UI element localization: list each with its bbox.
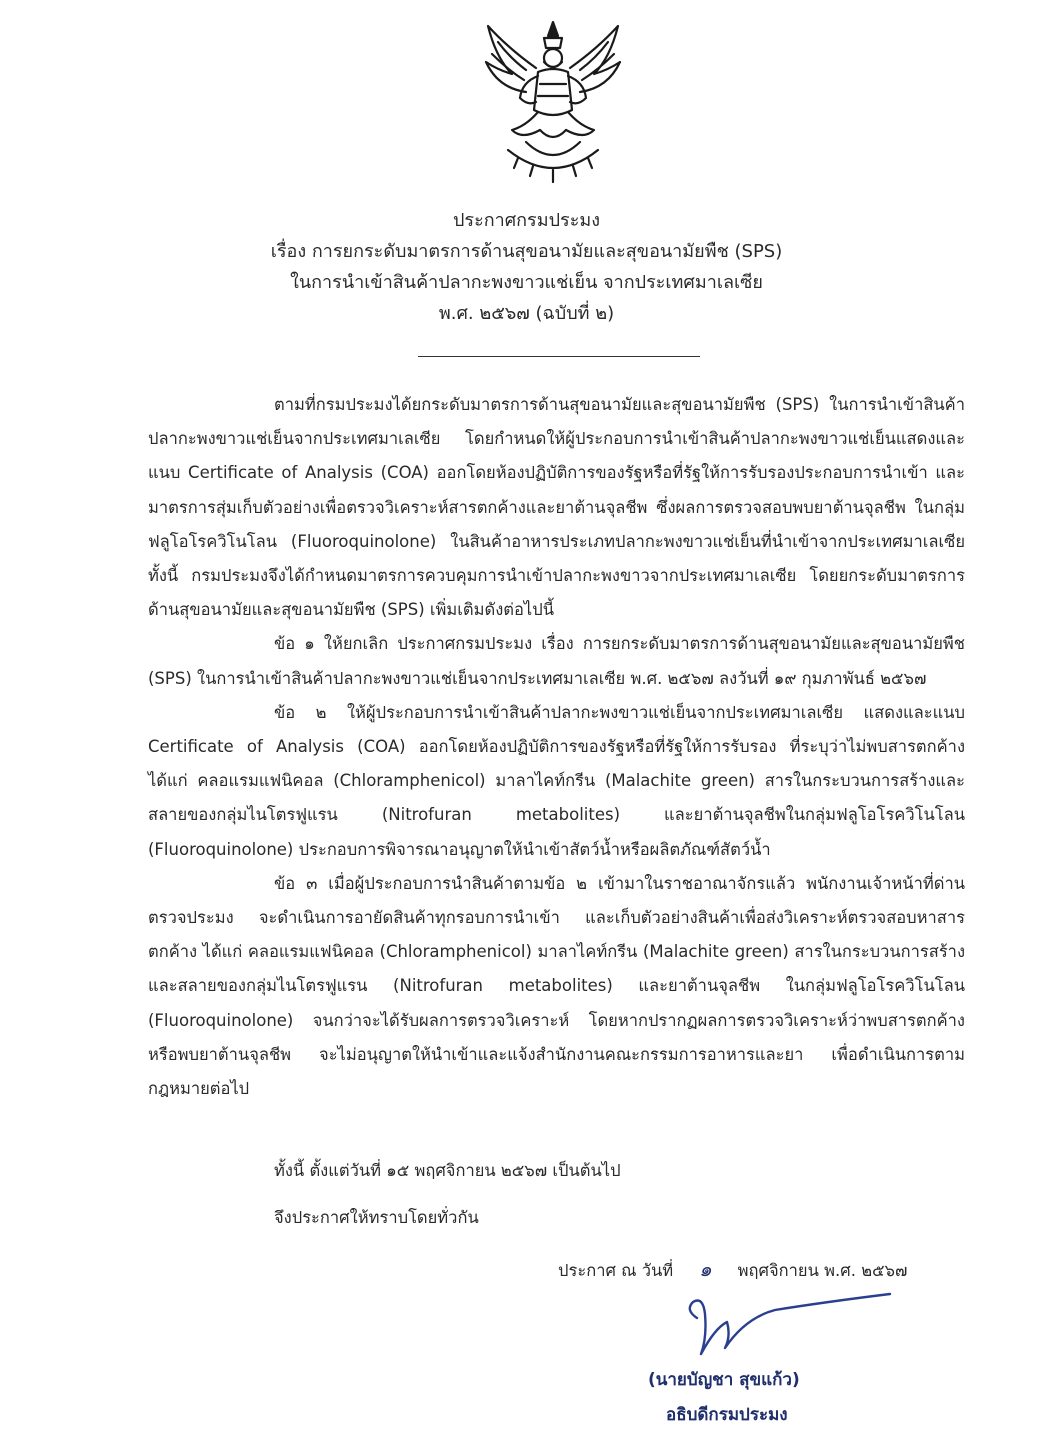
announcement-subject: เรื่อง การยกระดับมาตรการด้านสุขอนามัยและสุขอนามัยพืช (SPS) [270,241,783,262]
garuda-emblem-icon [478,18,628,188]
announcement-heading: ประกาศกรมประมง [452,210,601,231]
intro-paragraph: ตามที่กรมประมงได้ยกระดับมาตรการด้านสุขอนามัยและสุขอนามัยพืช (SPS) ในการนำเข้าสินค้าปลากะพงขาวแช่เย็นจากประเทศมาเลเซีย โดยกำหนดให้ผู้ประกอบการนำเข้าสินค้าปลากะพงขาวแช่เย็นแสดงและแนบ Certificate of Analysis (COA) ออกโดยห้องปฏิบัติการของรัฐหรือที่รัฐให้การรับรองประกอบการนำเข้า และมาตรการสุ่มเก็บตัวอย่างเพื่อตรวจวิเคราะห์สารตกค้างและยาต้านจุลชีพ ซึ่งผลการตรวจสอบพบยาต้านจุลชีพ ในกลุ่มฟลูโอโรควิโนโลน (Fluoroquinolone) ในสินค้าอาหารประเภทปลากะพงขาวแช่เย็นที่นำเข้าจากประเทศมาเลเซีย ทั้งนี้ กรมประมงจึงได้กำหนดมาตรการควบคุมการนำเข้าปลากะพงขาวจากประเทศมาเลเซีย โดยยกระดับมาตรการด้านสุขอนามัยและสุขอนามัยพืช (SPS) เพิ่มเติมดังต่อไปนี้ [148,395,965,620]
signer-title: อธิบดีกรมประมง [666,1405,788,1425]
announcement-subject-continued: ในการนำเข้าสินค้าปลากะพงขาวแช่เย็น จากประเทศมาเลเซีย [290,272,763,293]
announcement-body [148,388,965,1106]
dateline-day: ๑ [699,1257,712,1281]
announcement-closing: จึงประกาศให้ทราบโดยทั่วกัน [274,1208,479,1227]
clause-3: ข้อ ๓ เมื่อผู้ประกอบการนำสินค้าตามข้อ ๒ เข้ามาในราชอาณาจักรแล้ว พนักงานเจ้าหน้าที่ด่านตรวจประมง จะดำเนินการอายัดสินค้าทุกรอบการนำเข้า และเก็บตัวอย่างสินค้าเพื่อส่งวิเคราะห์ตรวจสอบหาสารตกค้าง ได้แก่ คลอแรมแฟนิคอล (Chloramphenicol) มาลาไคท์กรีน (Malachite green) สารในกระบวนการสร้างและสลายของกลุ่มไนโตรฟูแรน (Nitrofuran metabolites) และยาต้านจุลชีพ ในกลุ่มฟลูโอโรควิโนโลน (Fluoroquinolone) จนกว่าจะได้รับผลการตรวจวิเคราะห์ โดยหากปรากฏผลการตรวจวิเคราะห์ว่าพบสารตกค้าง หรือพบยาต้านจุลชีพ จะไม่อนุญาตให้นำเข้าและแจ้งสำนักงานคณะกรรมการอาหารและยา เพื่อดำเนินการตามกฎหมายต่อไป [148,873,965,1099]
clause-1: ข้อ ๑ ให้ยกเลิก ประกาศกรมประมง เรื่อง การยกระดับมาตรการด้านสุขอนามัยและสุขอนามัยพืช (SPS) ในการนำเข้าสินค้าปลากะพงขาวแช่เย็นจากประเทศมาเลเซีย พ.ศ. ๒๕๖๗ ลงวันที่ ๑๙ กุมภาพันธ์ ๒๕๖๗ [148,634,965,688]
clause-2: ข้อ ๒ ให้ผู้ประกอบการนำเข้าสินค้าปลากะพงขาวแช่เย็นจากประเทศมาเลเซีย แสดงและแนบ Certificate of Analysis (COA) ออกโดยห้องปฏิบัติการของรัฐหรือที่รัฐให้การรับรอง ที่ระบุว่าไม่พบสารตกค้าง ได้แก่ คลอแรมแฟนิคอล (Chloramphenicol) มาลาไคท์กรีน (Malachite green) สารในกระบวนการสร้างและสลายของกลุ่มไนโตรฟูแรน (Nitrofuran metabolites) และยาต้านจุลชีพในกลุ่มฟลูโอโรควิโนโลน (Fluoroquinolone) ประกอบการพิจารณาอนุญาตให้นำเข้าสัตว์น้ำหรือผลิตภัณฑ์สัตว์น้ำ [148,702,965,859]
heading-divider [418,356,700,357]
dateline-prefix: ประกาศ ณ วันที่ [558,1261,674,1280]
dateline [558,1252,907,1288]
signer-name: (นายบัญชา สุขแก้ว) [648,1370,800,1390]
effective-date-statement: ทั้งนี้ ตั้งแต่วันที่ ๑๕ พฤศจิกายน ๒๕๖๗ เป็นต้นไป [274,1161,621,1180]
announcement-year-edition: พ.ศ. ๒๕๖๗ (ฉบับที่ ๒) [438,303,615,324]
dateline-month-year: พฤศจิกายน พ.ศ. ๒๕๖๗ [737,1261,908,1280]
signature-icon [675,1288,905,1368]
